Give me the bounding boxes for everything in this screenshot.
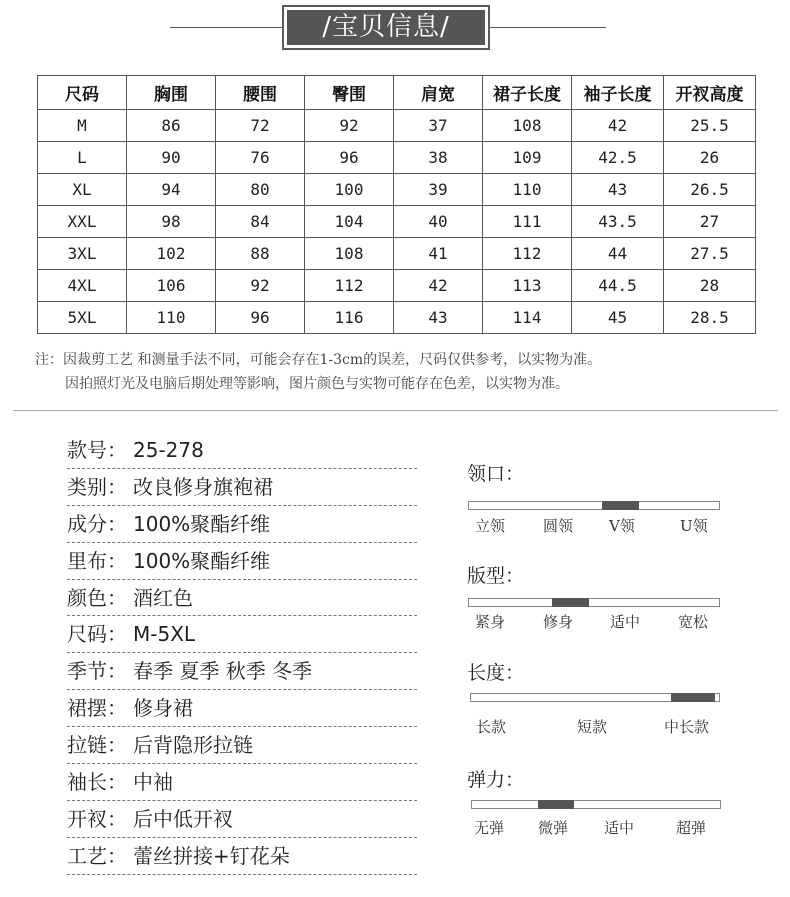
measure-cell: 44.5 (572, 270, 664, 302)
measure-cell: 26.5 (664, 174, 756, 206)
measure-cell: 100 (305, 174, 394, 206)
info-value: 后中低开衩 (133, 806, 233, 831)
info-separator: ： (107, 511, 127, 536)
scale-selected-marker (552, 598, 589, 607)
header-cell: 臀围 (305, 76, 394, 110)
info-separator: ： (107, 622, 127, 647)
measure-cell: 28 (664, 270, 756, 302)
info-separator: ： (107, 438, 127, 462)
info-row (67, 543, 417, 580)
scale-option: 紧身 (475, 613, 506, 631)
measure-cell: 110 (127, 302, 216, 334)
table-row (38, 270, 756, 302)
measure-cell: 111 (483, 206, 572, 238)
measure-cell: 76 (216, 142, 305, 174)
scale-label: 长度： (467, 662, 525, 684)
info-label: 款号 (67, 438, 107, 462)
info-value: 25-278 (133, 438, 204, 462)
info-separator: ： (107, 843, 127, 868)
measure-cell: 45 (572, 302, 664, 334)
size-cell: L (38, 142, 127, 174)
measure-cell: 96 (216, 302, 305, 334)
measure-cell: 110 (483, 174, 572, 206)
title-rule-left (170, 27, 282, 28)
measure-cell: 42 (394, 270, 483, 302)
measure-cell: 108 (305, 238, 394, 270)
info-value: 酒红色 (133, 585, 193, 610)
measure-cell: 94 (127, 174, 216, 206)
info-row (67, 616, 417, 653)
measure-cell: 42.5 (572, 142, 664, 174)
measure-cell: 116 (305, 302, 394, 334)
scale-option: 立领 (475, 517, 506, 535)
scale-option: 中长款 (664, 718, 710, 736)
measure-cell: 44 (572, 238, 664, 270)
disclaimer-note: 注：因裁剪工艺 和测量手法不同，可能会存在1-3cm的误差，尺码仅供参考，以实物为准。 (35, 352, 602, 368)
info-row (67, 838, 417, 875)
info-label: 开衩 (67, 806, 107, 831)
scale-selected-marker (538, 800, 574, 809)
info-value: 蕾丝拼接+钉花朵 (133, 843, 290, 868)
header-cell: 尺码 (38, 76, 127, 110)
info-label: 裙摆 (67, 696, 107, 721)
measure-cell: 86 (127, 110, 216, 142)
info-label: 袖长 (67, 770, 107, 795)
info-label: 工艺 (67, 843, 107, 868)
header-cell: 裙子长度 (483, 76, 572, 110)
header-cell: 开衩高度 (664, 76, 756, 110)
info-value: 100%聚酯纤维 (133, 548, 271, 573)
measure-cell: 43 (572, 174, 664, 206)
info-label: 里布 (67, 548, 107, 573)
scale-option: 短款 (577, 718, 608, 736)
info-value: 后背隐形拉链 (133, 733, 253, 758)
info-separator: ： (107, 659, 127, 684)
scale-option: 修身 (543, 613, 574, 631)
measure-cell: 90 (127, 142, 216, 174)
scale-selected-marker (602, 501, 639, 510)
scale-label: 弹力： (467, 769, 525, 791)
scale-option: 微弹 (538, 819, 569, 837)
header-cell: 腰围 (216, 76, 305, 110)
measure-cell: 37 (394, 110, 483, 142)
measure-cell: 25.5 (664, 110, 756, 142)
info-label: 尺码 (67, 622, 107, 647)
measure-cell: 114 (483, 302, 572, 334)
scale-label: 版型： (467, 565, 525, 587)
measure-cell: 84 (216, 206, 305, 238)
measure-cell: 39 (394, 174, 483, 206)
info-row (67, 469, 417, 506)
info-value: 中袖 (133, 770, 173, 795)
scale-selected-marker (671, 693, 715, 702)
size-table (37, 75, 756, 334)
scale-label: 领口： (467, 463, 525, 485)
scale-option: V领 (609, 517, 635, 535)
measure-cell: 28.5 (664, 302, 756, 334)
measure-cell: 40 (394, 206, 483, 238)
measure-cell: 104 (305, 206, 394, 238)
size-cell: 5XL (38, 302, 127, 334)
info-value: 100%聚酯纤维 (133, 511, 271, 536)
measure-cell: 102 (127, 238, 216, 270)
scale-bar (468, 598, 720, 607)
info-row (67, 506, 417, 543)
header-cell: 肩宽 (394, 76, 483, 110)
measure-cell: 42 (572, 110, 664, 142)
info-separator: ： (107, 548, 127, 573)
info-label: 类别 (67, 474, 107, 499)
section-title-text: /宝贝信息/ (287, 10, 485, 45)
info-separator: ： (107, 474, 127, 499)
measure-cell: 72 (216, 110, 305, 142)
info-separator: ： (107, 733, 127, 758)
measure-cell: 106 (127, 270, 216, 302)
measure-cell: 26 (664, 142, 756, 174)
scale-bar (468, 501, 720, 510)
measure-cell: 80 (216, 174, 305, 206)
size-cell: XXL (38, 206, 127, 238)
info-row (67, 653, 417, 690)
size-cell: M (38, 110, 127, 142)
table-row (38, 302, 756, 334)
info-label: 颜色 (67, 585, 107, 610)
section-title (282, 5, 490, 50)
measure-cell: 92 (216, 270, 305, 302)
info-row (67, 580, 417, 617)
measure-cell: 109 (483, 142, 572, 174)
scale-option: 圆领 (543, 517, 574, 535)
info-value: M-5XL (133, 622, 196, 647)
info-separator: ： (107, 696, 127, 721)
measure-cell: 27.5 (664, 238, 756, 270)
info-value: 改良修身旗袍裙 (133, 474, 273, 499)
scale-option: U领 (680, 517, 708, 535)
scale-bar (471, 800, 721, 809)
scale-option: 超弹 (676, 819, 707, 837)
measure-cell: 43.5 (572, 206, 664, 238)
measure-cell: 43 (394, 302, 483, 334)
measure-cell: 92 (305, 110, 394, 142)
table-row (38, 110, 756, 142)
measure-cell: 108 (483, 110, 572, 142)
measure-cell: 112 (483, 238, 572, 270)
info-row (67, 727, 417, 764)
info-row (67, 432, 417, 469)
measure-cell: 98 (127, 206, 216, 238)
info-label: 季节 (67, 659, 107, 684)
measure-cell: 41 (394, 238, 483, 270)
table-row (38, 142, 756, 174)
measure-cell: 38 (394, 142, 483, 174)
info-row (67, 801, 417, 838)
scale-option: 长款 (476, 718, 507, 736)
scale-option: 适中 (610, 613, 641, 631)
size-cell: XL (38, 174, 127, 206)
measure-cell: 112 (305, 270, 394, 302)
measure-cell: 88 (216, 238, 305, 270)
header-cell: 袖子长度 (572, 76, 664, 110)
size-cell: 4XL (38, 270, 127, 302)
info-label: 拉链 (67, 733, 107, 758)
info-row (67, 690, 417, 727)
scale-option: 宽松 (678, 613, 709, 631)
table-row (38, 174, 756, 206)
info-separator: ： (107, 806, 127, 831)
measure-cell: 96 (305, 142, 394, 174)
info-separator: ： (107, 585, 127, 610)
measure-cell: 27 (664, 206, 756, 238)
header-cell: 胸围 (127, 76, 216, 110)
scale-bar (470, 693, 720, 702)
size-cell: 3XL (38, 238, 127, 270)
scale-option: 适中 (604, 819, 635, 837)
info-separator: ： (107, 770, 127, 795)
info-value: 修身裙 (133, 696, 193, 721)
info-row (67, 764, 417, 801)
size-table-header (38, 76, 756, 110)
info-label: 成分 (67, 511, 107, 536)
scale-option: 无弹 (474, 819, 505, 837)
product-info-list (67, 432, 417, 875)
section-divider (13, 410, 778, 411)
measure-cell: 113 (483, 270, 572, 302)
title-rule-right (490, 27, 606, 28)
disclaimer-note: 因拍照灯光及电脑后期处理等影响，图片颜色与实物可能存在色差，以实物为准。 (65, 376, 569, 392)
table-row (38, 206, 756, 238)
table-row (38, 238, 756, 270)
info-value: 春季 夏季 秋季 冬季 (133, 659, 313, 684)
